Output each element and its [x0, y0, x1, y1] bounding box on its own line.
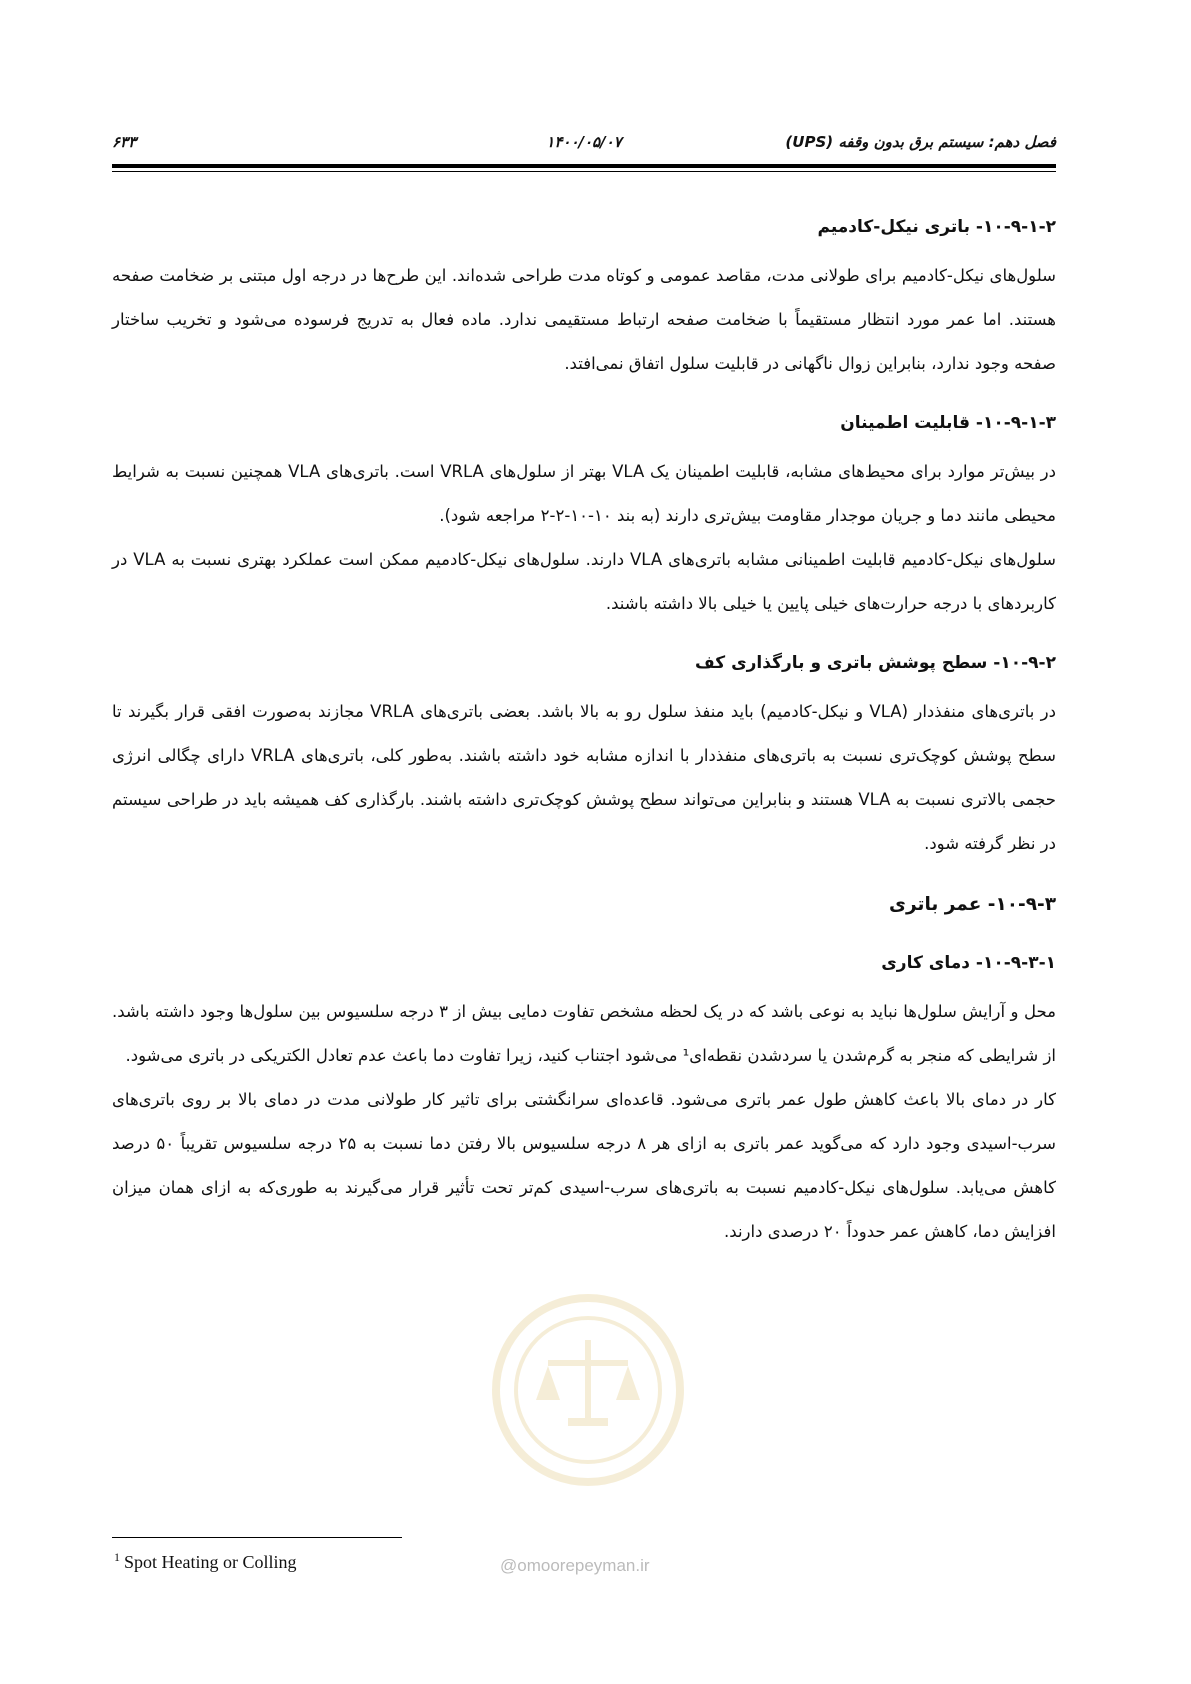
header-rule-thin [112, 171, 1056, 172]
paragraph: در بیش‌تر موارد برای محیط‌های مشابه، قابلیت اطمینان یک VLA بهتر از سلول‌های VRLA است. باتری‌های VLA همچنین نسبت به شرایط محیطی مانند دما و جریان موجدار مقاومت بیش‌تری دارند (به بند ۱۰-۱۰-۲-۲ مراجعه شود). [112, 462, 1057, 525]
watermark-url: @omoorepeyman.ir [500, 1556, 650, 1575]
page-body [112, 212, 1056, 1254]
footnote-rule [112, 1537, 402, 1538]
section-heading: ۱۰-۹-۳-۱- دمای کاری [881, 953, 1056, 973]
section-heading: ۱۰-۹-۲- سطح پوشش باتری و بارگذاری کف [695, 653, 1056, 673]
watermark-emblem-icon [488, 1290, 688, 1490]
footnote-marker: 1 [114, 1550, 120, 1564]
footnote-text: Spot Heating or Colling [124, 1552, 297, 1572]
header-rule-thick [112, 164, 1056, 168]
paragraph: در باتری‌های منفذدار (VLA و نیکل-کادمیم) باید منفذ سلول رو به بالا باشد. بعضی باتری‌های VRLA مجازند به‌صورت افقی قرار بگیرند تا سطح پوشش کوچک‌تری نسبت به باتری‌های منفذدار با اندازه مشابه خود داشته باشند. به‌طور کلی، باتری‌های VRLA دارای چگالی انرژی حجمی بالاتری نسبت به VLA هستند و بنابراین می‌تواند سطح پوشش کوچک‌تری داشته باشند. بارگذاری کف همیشه باید در طراحی سیستم در نظر گرفته شود. [112, 702, 1056, 853]
paragraph: محل و آرایش سلول‌ها نباید به نوعی باشد که در یک لحظه مشخص تفاوت دمایی بیش از ۳ درجه سلسیوس بین سلول‌ها وجود داشته باشد. از شرایطی که منجر به گرم‌شدن یا سردشدن نقطه‌ای¹ می‌شود اجتناب کنید، زیرا تفاوت دما باعث عدم تعادل الکتریکی در باتری می‌شود. [112, 1002, 1056, 1065]
paragraph: سلول‌های نیکل-کادمیم برای طولانی مدت، مقاصد عمومی و کوتاه مدت طراحی شده‌اند. این طرح‌ها در درجه اول مبتنی بر ضخامت صفحه هستند. اما عمر مورد انتظار مستقیماً با ضخامت صفحه ارتباط مستقیمی ندارد. ماده فعال به تدریج فرسوده می‌شود و تخریب ساختار صفحه وجود ندارد، بنابراین زوال ناگهانی در قابلیت سلول اتفاق نمی‌افتد. [112, 266, 1056, 373]
page-number: ۶۳۳ [112, 133, 137, 151]
header-date: ۱۴۰۰/۰۵/۰۷ [546, 133, 622, 151]
section-heading: ۱۰-۹-۱-۲- باتری نیکل-کادمیم [817, 217, 1056, 237]
section-heading: ۱۰-۹-۳- عمر باتری [889, 894, 1056, 915]
paragraph: کار در دمای بالا باعث کاهش طول عمر باتری می‌شود. قاعده‌ای سرانگشتی برای تاثیر کار طولانی مدت در دمای بالا بر روی باتری‌های سرب-اسیدی وجود دارد که می‌گوید عمر باتری به ازای هر ۸ درجه سلسیوس بالا رفتن دما نسبت به ۲۵ درجه سلسیوس تقریباً ۵۰ درصد کاهش می‌یابد. سلول‌های نیکل-کادمیم نسبت به باتری‌های سرب-اسیدی کم‌تر تحت تأثیر قرار می‌گیرند به طوری‌که به ازای همان میزان افزایش دما، کاهش عمر حدوداً ۲۰ درصدی دارند. [112, 1090, 1057, 1241]
page-header [112, 133, 1056, 159]
footnote [114, 1550, 297, 1573]
paragraph: سلول‌های نیکل-کادمیم قابلیت اطمینانی مشابه باتری‌های VLA دارند. سلول‌های نیکل-کادمیم ممکن است عملکرد بهتری نسبت به VLA در کاربردهای با درجه حرارت‌های خیلی پایین یا خیلی بالا داشته باشند. [112, 550, 1056, 613]
section-heading: ۱۰-۹-۱-۳- قابلیت اطمینان [840, 413, 1056, 433]
chapter-title: فصل دهم: سیستم برق بدون وقفه (UPS) [785, 133, 1056, 151]
